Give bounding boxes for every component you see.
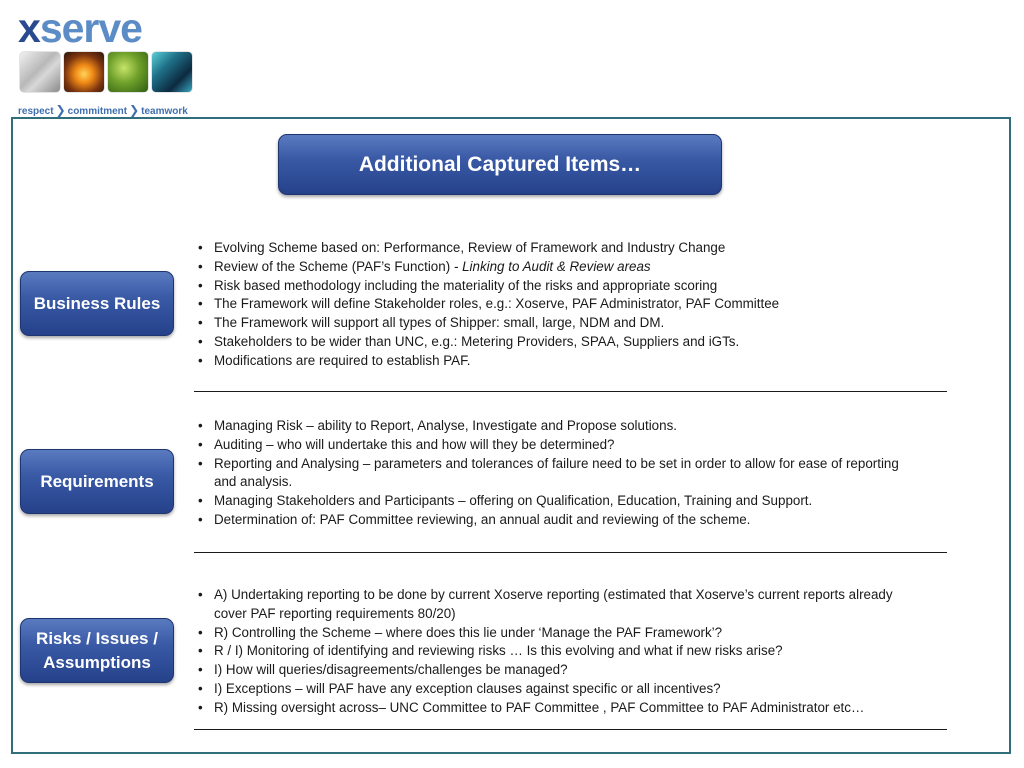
risks-label-line1: Risks / Issues /	[36, 628, 158, 648]
list-item: • Reporting and Analysing – parameters and tolerances of failure need to be set in order to allow for ease of reporting and analysis.	[196, 455, 916, 493]
list-item: • R) Controlling the Scheme – where does this lie under ‘Manage the PAF Framework’?	[196, 624, 916, 643]
list-item: • The Framework will define Stakeholder roles, e.g.: Xoserve, PAF Administrator, PAF Committee	[196, 295, 916, 314]
risks-label-line2: Assumptions	[43, 652, 151, 672]
logo-image-tiles	[20, 52, 192, 92]
logo-serve: serve	[39, 5, 142, 51]
list-item: • Stakeholders to be wider than UNC, e.g.: Metering Providers, SPAA, Suppliers and iGTs.	[196, 333, 916, 352]
business-rules-label: Business Rules	[20, 271, 174, 336]
requirements-list	[196, 417, 916, 530]
list-item: • I) How will queries/disagreements/challenges be managed?	[196, 661, 916, 680]
logo-x: x	[18, 5, 40, 51]
list-item-text: Review of the Scheme (PAF’s Function)	[214, 258, 454, 274]
logo-wordmark	[18, 6, 142, 50]
chevron-right-icon: ❯	[55, 103, 66, 117]
leaf-image	[108, 52, 148, 92]
risks-list	[196, 586, 916, 718]
requirements-label: Requirements	[20, 449, 174, 514]
list-item: • Evolving Scheme based on: Performance, Review of Framework and Industry Change	[196, 239, 916, 258]
section-divider	[194, 552, 947, 553]
logo-tagline	[18, 103, 188, 117]
list-item: • The Framework will support all types of Shipper: small, large, NDM and DM.	[196, 314, 916, 333]
list-item: • Determination of: PAF Committee reviewing, an annual audit and reviewing of the scheme.	[196, 511, 916, 530]
list-item: • Managing Risk – ability to Report, Analyse, Investigate and Propose solutions.	[196, 417, 916, 436]
list-item: • Auditing – who will undertake this and how will they be determined?	[196, 436, 916, 455]
page-title: Additional Captured Items…	[278, 134, 722, 195]
xoserve-logo	[18, 6, 208, 118]
tagline-respect: respect	[18, 106, 54, 117]
business-rules-list	[196, 239, 916, 371]
tagline-teamwork: teamwork	[141, 106, 188, 117]
list-item: • R / I) Monitoring of identifying and reviewing risks … Is this evolving and what if new risks arise?	[196, 642, 916, 661]
section-divider	[194, 391, 947, 392]
list-item	[196, 258, 916, 277]
circuit-board-image	[152, 52, 192, 92]
linking-note: - Linking to Audit & Review areas	[453, 258, 651, 274]
risks-issues-assumptions-label	[20, 618, 174, 683]
list-item: • Modifications are required to establish PAF.	[196, 352, 916, 371]
list-item: • Risk based methodology including the materiality of the risks and appropriate scoring	[196, 277, 916, 296]
tagline-commitment: commitment	[67, 106, 128, 117]
list-item: • Managing Stakeholders and Participants – offering on Qualification, Education, Training and Support.	[196, 492, 916, 511]
list-item: • A) Undertaking reporting to be done by current Xoserve reporting (estimated that Xoserve’s current reports already cover PAF reporting requirements 80/20)	[196, 586, 916, 624]
chevron-right-icon: ❯	[129, 103, 140, 117]
section-divider	[194, 729, 947, 730]
list-item: • R) Missing oversight across– UNC Committee to PAF Committee , PAF Committee to PAF Administrator etc…	[196, 699, 916, 718]
list-item: • I) Exceptions – will PAF have any exception clauses against specific or all incentives?	[196, 680, 916, 699]
keyboard-image	[20, 52, 60, 92]
gas-flame-image	[64, 52, 104, 92]
